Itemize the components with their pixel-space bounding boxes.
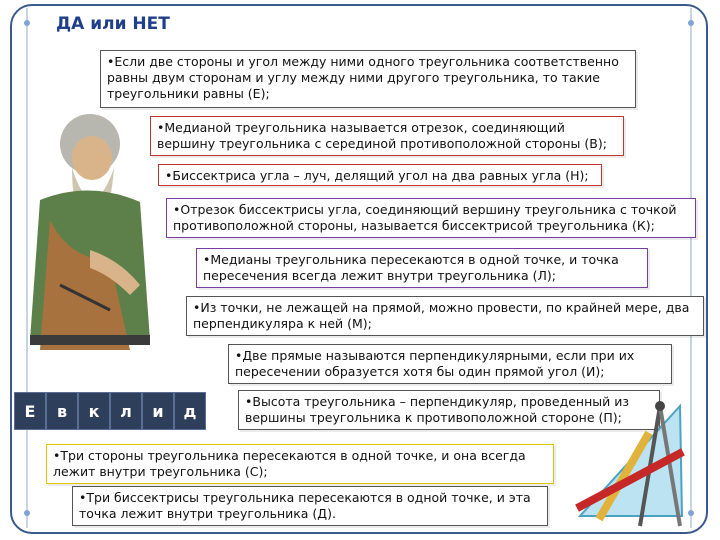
letter-cell[interactable]: л <box>110 392 142 430</box>
slide-title: ДА или НЕТ <box>56 14 170 34</box>
statement-5: •Медианы треугольника пересекаются в одной точке, и точка пересечения всегда лежит внутри треугольника (Л); <box>196 248 648 288</box>
rail-dot <box>24 20 30 26</box>
statement-10: •Три биссектрисы треугольника пересекаются в одной точке, и эта точка лежит внутри треугольника (Д). <box>72 486 548 526</box>
rail-dot <box>688 20 694 26</box>
statement-3: •Биссектриса угла – луч, делящий угол на два равных угла (Н); <box>158 164 602 186</box>
letter-cell[interactable]: и <box>142 392 174 430</box>
statement-9: •Три стороны треугольника пересекаются в одной точке, и она всегда лежит внутри треугольника (С); <box>46 444 554 484</box>
letter-cell[interactable]: д <box>174 392 206 430</box>
statement-8: •Высота треугольника – перпендикуляр, проведенный из вершины треугольника к противоположной стороне (П); <box>238 390 660 430</box>
statement-6: •Из точки, не лежащей на прямой, можно провести, по крайней мере, два перпендикуляра к ней (М); <box>186 296 704 336</box>
drawing-tools-icon <box>560 396 710 532</box>
scholar-illustration <box>10 110 160 370</box>
statement-4: •Отрезок биссектрисы угла, соединяющий вершину треугольника с точкой противоположной стороны, называется биссектрисой треугольника (К); <box>166 198 696 238</box>
rail-dot <box>24 510 30 516</box>
statement-1: •Если две стороны и угол между ними одного треугольника соответственно равны двум сторонам и углу между ними другого треугольника, то такие треугольники равны (Е); <box>100 50 636 108</box>
letter-cell[interactable]: к <box>78 392 110 430</box>
statement-7: •Две прямые называются перпендикулярными, если при их пересечении образуется хотя бы один прямой угол (И); <box>228 344 672 384</box>
statement-2: •Медианой треугольника называется отрезок, соединяющий вершину треугольника с серединой противоположной стороны (В); <box>150 116 624 156</box>
letter-cell[interactable]: Е <box>14 392 46 430</box>
letter-cell[interactable]: в <box>46 392 78 430</box>
answer-letters <box>14 392 206 432</box>
